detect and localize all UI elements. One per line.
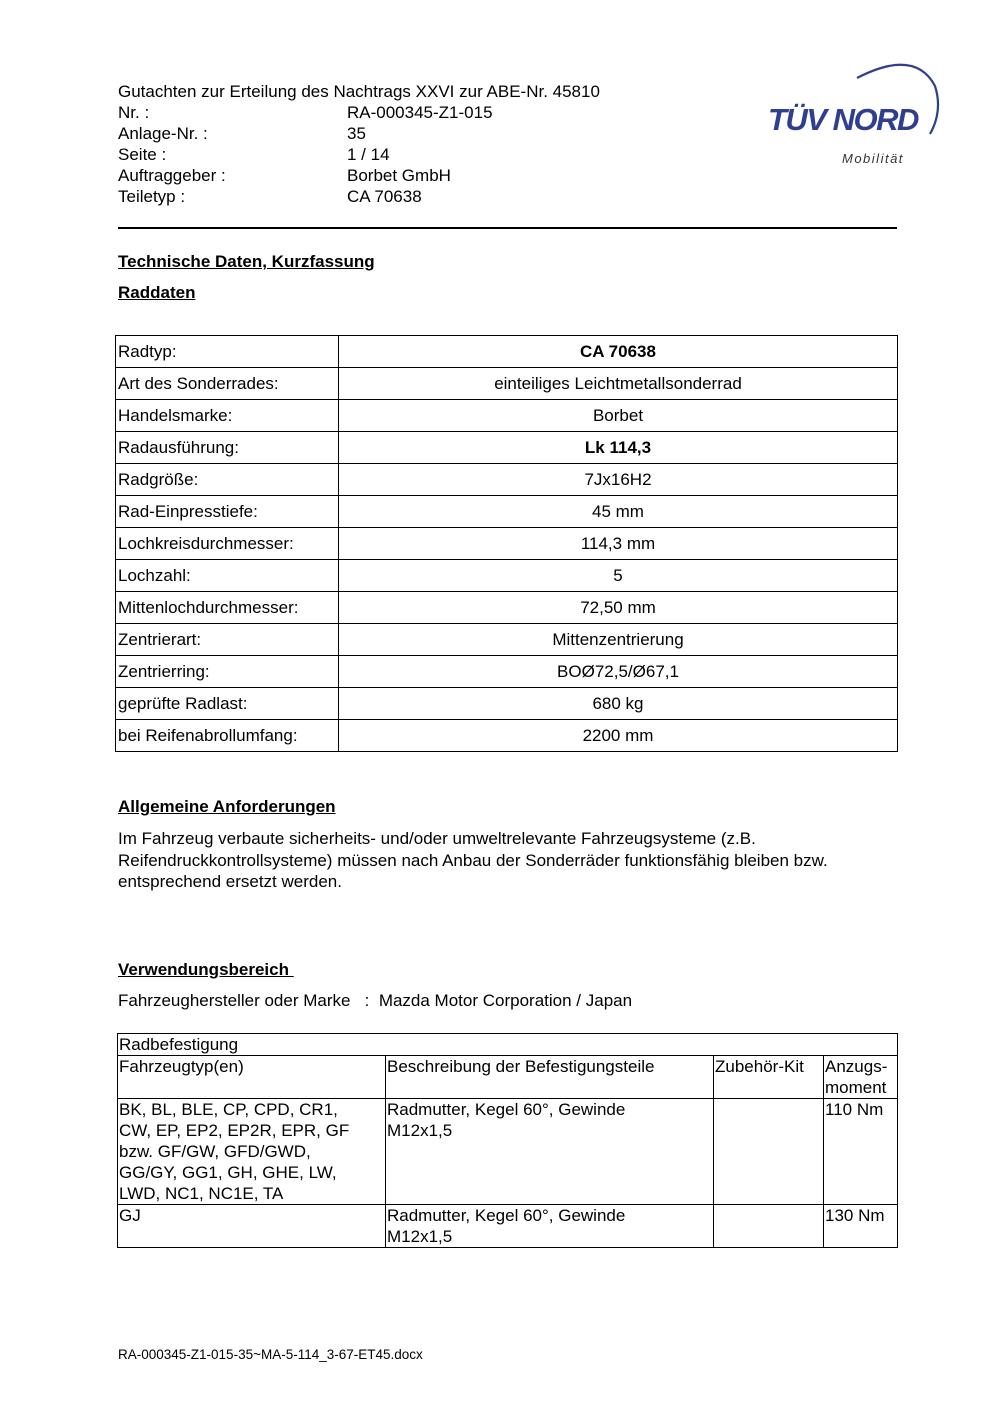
hersteller-value: Mazda Motor Corporation / Japan (378, 991, 633, 1010)
table-row (116, 656, 898, 688)
beschreibung-line: M12x1,5 (387, 1227, 453, 1246)
raddaten-key: geprüfte Radlast: (116, 688, 339, 720)
raddaten-value: 5 (339, 560, 898, 592)
beschreibung-line: Radmutter, Kegel 60°, Gewinde (387, 1100, 626, 1119)
header-row-value: Borbet GmbH (347, 166, 451, 185)
header-beschreibung: Beschreibung der Befestigungsteile (386, 1056, 714, 1099)
header-row-value: CA 70638 (347, 187, 422, 206)
header-row (118, 186, 422, 207)
raddaten-key: Radgröße: (116, 464, 339, 496)
document-title: Gutachten zur Erteilung des Nachtrags XXVI zur ABE-Nr. 45810 (118, 82, 600, 101)
table-title: Radbefestigung (118, 1034, 898, 1056)
header-row-label: Seite : (118, 145, 167, 164)
beschreibung-line: M12x1,5 (387, 1121, 453, 1140)
beschreibung-cell (386, 1205, 714, 1248)
raddaten-key: Zentrierring: (116, 656, 339, 688)
header-row-label: Nr. : (118, 103, 150, 122)
section-heading-allgemeine: Allgemeine Anforderungen (118, 797, 336, 816)
footer-filename: RA-000345-Z1-015-35~MA-5-114_3-67-ET45.docx (118, 1347, 423, 1362)
fahrzeugtyp-line: BK, BL, BLE, CP, CPD, CR1, (119, 1100, 338, 1119)
paragraph-line: entsprechend ersetzt werden. (118, 872, 342, 891)
table-row (116, 368, 898, 400)
raddaten-value: BOØ72,5/Ø67,1 (339, 656, 898, 688)
raddaten-value: 2200 mm (339, 720, 898, 752)
table-row (116, 688, 898, 720)
zubehoer-kit-cell (714, 1099, 824, 1205)
fahrzeugtyp-line: GJ (119, 1206, 141, 1225)
raddaten-value: 114,3 mm (339, 528, 898, 560)
header-row (118, 144, 390, 165)
anforderungen-paragraph (118, 828, 898, 893)
raddaten-value: CA 70638 (339, 336, 898, 368)
raddaten-key: Radtyp: (116, 336, 339, 368)
raddaten-value: einteiliges Leichtmetallsonderrad (339, 368, 898, 400)
zubehoer-kit-cell (714, 1205, 824, 1248)
raddaten-key: Radausführung: (116, 432, 339, 464)
raddaten-value: 7Jx16H2 (339, 464, 898, 496)
header-fahrzeugtyp: Fahrzeugtyp(en) (118, 1056, 386, 1099)
header-divider (118, 227, 897, 229)
table-row (116, 592, 898, 624)
table-row (116, 432, 898, 464)
raddaten-key: Zentrierart: (116, 624, 339, 656)
header-row (118, 123, 366, 144)
table-row (116, 496, 898, 528)
fahrzeugtypen-cell (118, 1099, 386, 1205)
hersteller-line (118, 991, 632, 1011)
table-header-row (118, 1056, 898, 1099)
table-row (118, 1099, 898, 1205)
header-row (118, 102, 493, 123)
raddaten-value: Mittenzentrierung (339, 624, 898, 656)
table-row (116, 400, 898, 432)
fahrzeugtypen-cell (118, 1205, 386, 1248)
section-heading-raddaten: Raddaten (118, 283, 196, 302)
fahrzeugtyp-line: GG/GY, GG1, GH, GHE, LW, (119, 1163, 337, 1182)
raddaten-value: Lk 114,3 (339, 432, 898, 464)
table-row (116, 720, 898, 752)
raddaten-key: Lochzahl: (116, 560, 339, 592)
raddaten-key: Mittenlochdurchmesser: (116, 592, 339, 624)
section-heading-technische: Technische Daten, Kurzfassung (118, 252, 375, 271)
raddaten-value: 72,50 mm (339, 592, 898, 624)
radbefestigung-table (117, 1033, 898, 1248)
logo-wordmark: TÜV NORD (768, 102, 918, 137)
header-anzugsmoment: Anzugs- moment (824, 1056, 898, 1099)
raddaten-value: 680 kg (339, 688, 898, 720)
hersteller-label: Fahrzeughersteller oder Marke (118, 991, 351, 1010)
table-row (116, 336, 898, 368)
table-row (118, 1205, 898, 1248)
table-title-row (118, 1034, 898, 1056)
header-row-label: Auftraggeber : (118, 166, 226, 185)
paragraph-line: Im Fahrzeug verbaute sicherheits- und/oder umweltrelevante Fahrzeugsysteme (z.B. (118, 829, 756, 848)
fahrzeugtyp-line: LWD, NC1, NC1E, TA (119, 1184, 284, 1203)
raddaten-table (115, 335, 898, 752)
beschreibung-line: Radmutter, Kegel 60°, Gewinde (387, 1206, 626, 1225)
table-row (116, 528, 898, 560)
raddaten-value: Borbet (339, 400, 898, 432)
header-row-value: RA-000345-Z1-015 (347, 103, 493, 122)
anzugsmoment-cell: 130 Nm (824, 1205, 898, 1248)
hersteller-separator: : (364, 991, 370, 1010)
fahrzeugtyp-line: bzw. GF/GW, GFD/GWD, (119, 1142, 311, 1161)
fahrzeugtyp-line: CW, EP, EP2, EP2R, EPR, GF (119, 1121, 350, 1140)
header-zubehoer-kit: Zubehör-Kit (714, 1056, 824, 1099)
raddaten-value: 45 mm (339, 496, 898, 528)
header-row-label: Anlage-Nr. : (118, 124, 208, 143)
table-row (116, 624, 898, 656)
raddaten-key: Art des Sonderrades: (116, 368, 339, 400)
logo-subtitle: Mobilität (842, 151, 904, 166)
beschreibung-cell (386, 1099, 714, 1205)
header-row-value: 1 / 14 (347, 145, 390, 164)
header-row (118, 165, 451, 186)
table-row (116, 464, 898, 496)
header-row-value: 35 (347, 124, 366, 143)
raddaten-key: bei Reifenabrollumfang: (116, 720, 339, 752)
raddaten-key: Rad-Einpresstiefe: (116, 496, 339, 528)
tuev-nord-logo (765, 56, 940, 171)
anzugsmoment-cell: 110 Nm (824, 1099, 898, 1205)
paragraph-line: Reifendruckkontrollsysteme) müssen nach Anbau der Sonderräder funktionsfähig bleiben bzw. (118, 850, 828, 870)
header-row-label: Teiletyp : (118, 187, 186, 206)
raddaten-key: Handelsmarke: (116, 400, 339, 432)
raddaten-key: Lochkreisdurchmesser: (116, 528, 339, 560)
section-heading-verwendung: Verwendungsbereich (118, 960, 294, 979)
table-row (116, 560, 898, 592)
